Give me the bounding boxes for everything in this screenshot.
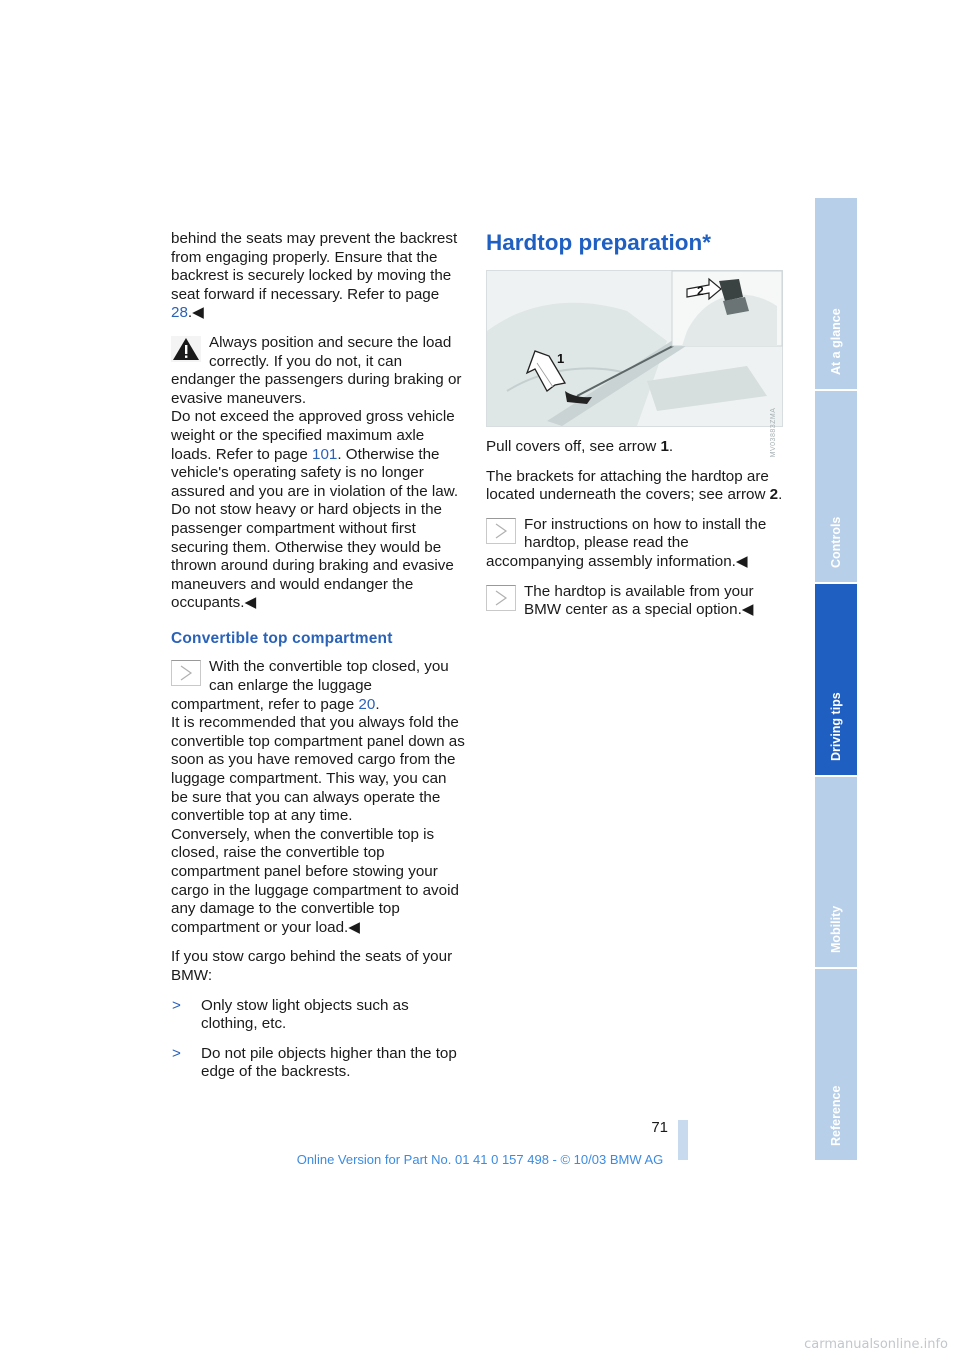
tab-driving-tips[interactable]: Driving tips — [815, 584, 857, 775]
page-link-20[interactable]: 20 — [358, 695, 376, 713]
info-arrow-icon — [486, 518, 516, 544]
arrow-label-1: 1 — [557, 351, 565, 366]
right-column — [486, 230, 786, 631]
chapter-tabs — [815, 198, 857, 1162]
left-column — [171, 230, 466, 1093]
hardtop-step-2: The brackets for attaching the hardtop are located underneath the covers; see arrow 2. — [486, 467, 783, 504]
cargo-bullet-list — [171, 997, 466, 1082]
page-link-28[interactable]: 28 — [171, 304, 188, 322]
tab-mobility[interactable]: Mobility — [815, 777, 857, 967]
arrow-label-2: 2 — [697, 284, 704, 298]
tab-controls[interactable]: Controls — [815, 391, 857, 582]
list-item: > Do not pile objects higher than the top edge of the backrests. — [172, 1044, 457, 1081]
list-item: > Only stow light objects such as clothing, etc. — [172, 996, 409, 1033]
info-note-availability: The hardtop is available from your BMW center as a special option.◀ — [486, 583, 786, 620]
bullet-marker: > — [172, 1044, 181, 1062]
intro-paragraph: behind the seats may prevent the backrest from engaging properly. Ensure that the backrest is securely locked by moving the seat forward if necessary. Refer to page 28.◀ — [171, 230, 458, 322]
info-arrow-icon — [486, 585, 516, 611]
info-arrow-icon — [171, 660, 201, 686]
warning-note: Always position and secure the load correctly. If you do not, it can endanger the passengers during braking or evasive maneuvers. Do not exceed the approved gross vehicle weight or the specified maximum axle loads. Refer to page 101. Otherwise the vehicle's operating safety is no longer assured and you are in violation of the law. Do not stow heavy or hard objects in the passenger compartment without first securing them. Otherwise they would be thrown around during braking and evasive maneuvers and would endanger the occupants.◀ — [171, 333, 462, 612]
bullet-marker: > — [172, 996, 181, 1014]
warning-triangle-icon — [171, 336, 201, 362]
cargo-intro: If you stow cargo behind the seats of your BMW: — [171, 948, 453, 984]
info-note-install: For instructions on how to install the hardtop, please read the accompanying assembly information.◀ — [486, 515, 767, 570]
page-link-101[interactable]: 101 — [312, 445, 338, 463]
hardtop-step-1: Pull covers off, see arrow 1. — [486, 438, 674, 455]
page-title: Hardtop preparation* — [486, 230, 712, 255]
page-number: 71 — [651, 1119, 668, 1136]
footer-online-version: Online Version for Part No. 01 41 0 157 498 - © 10/03 BMW AG — [296, 1152, 664, 1167]
info-note-convertible: With the convertible top closed, you can enlarge the luggage compartment, refer to page 20. It is recommended that you always fold the convertible top compartment panel down as soon as you have removed cargo from the luggage compartment. This way, you can be sure that you can always operate the convertible top at any time. Conversely, when the convertible top is closed, raise the convertible top compartment panel before stowing your cargo in the luggage compartment to avoid any damage to the convertible top compartment or your load.◀ — [171, 658, 465, 936]
figure-code: MV03883ZMA — [770, 408, 778, 458]
watermark: carmanualsonline.info — [804, 1337, 948, 1352]
tab-at-a-glance[interactable]: At a glance — [815, 198, 857, 389]
tab-reference[interactable]: Reference — [815, 969, 857, 1160]
section-heading-convertible: Convertible top compartment — [171, 629, 393, 647]
